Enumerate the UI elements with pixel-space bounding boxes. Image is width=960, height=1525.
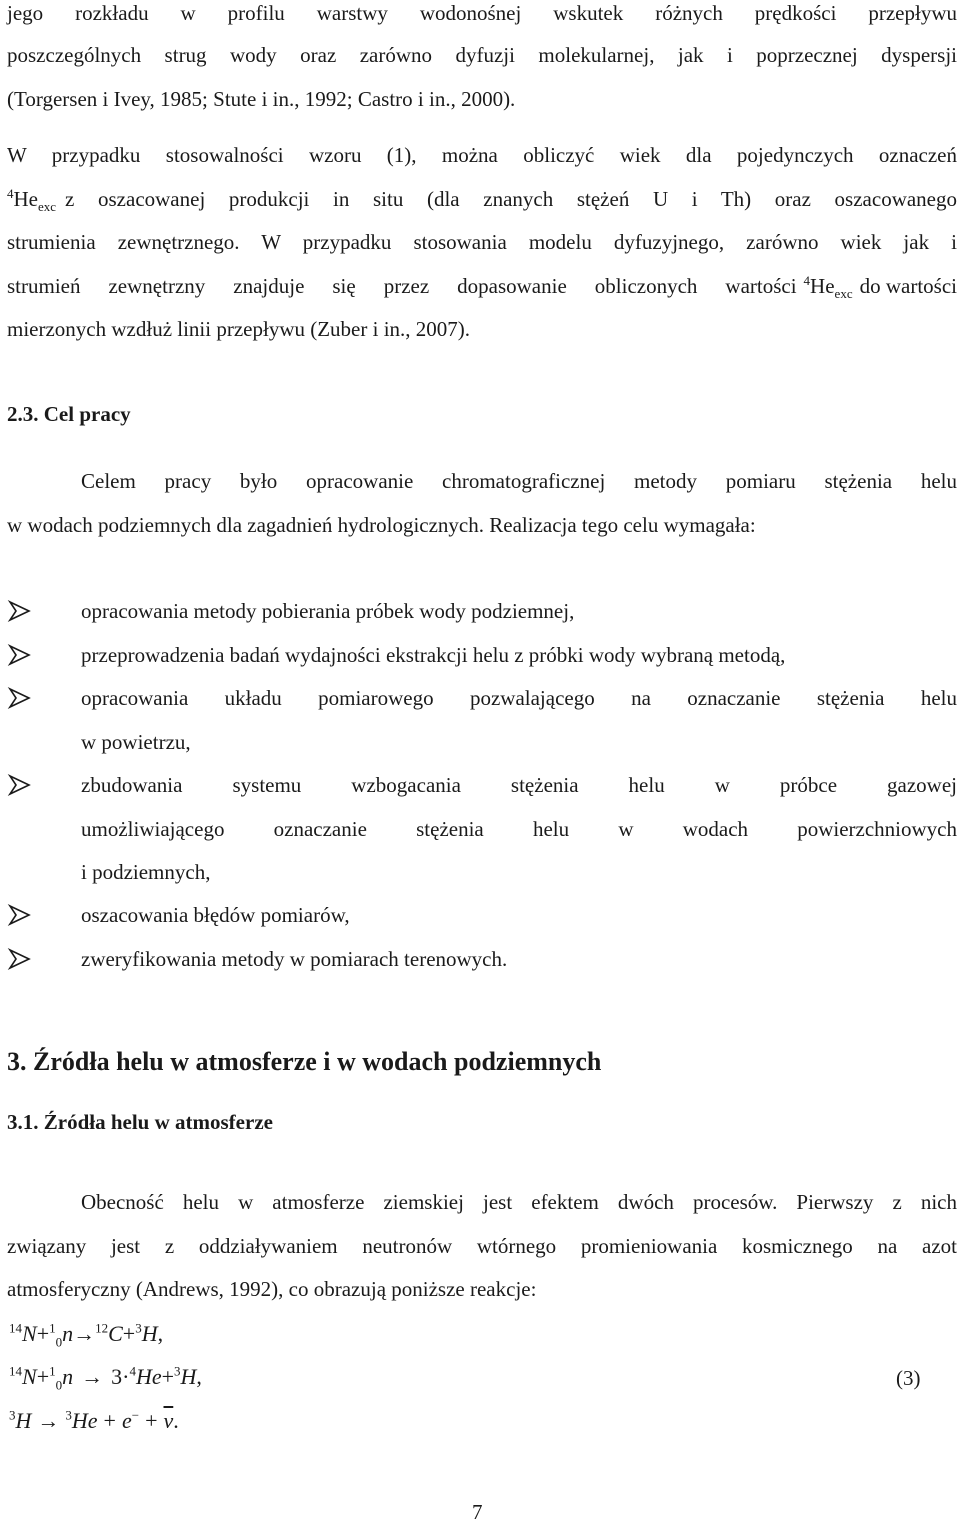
bullet-item-4-line3: i podziemnych, (81, 860, 211, 884)
para1-line1: jego rozkładu w profilu warstwy wodonośnej wskutek różnych prędkości przepływu (7, 1, 957, 25)
excess-subscript: exc (38, 199, 57, 215)
bullet-item-5: oszacowania błędów pomiarów, (81, 903, 350, 927)
isotope-mass-number: 4 (803, 273, 811, 288)
para2-line3: strumienia zewnętrznego. W przypadku stosowania modelu dyfuzyjnego, zarówno wiek jak i (7, 230, 957, 254)
bullet-item-2: przeprowadzenia badań wydajności ekstrakcji helu z próbki wody wybraną metodą, (81, 643, 786, 667)
para2-line2-rest: z oszacowanej produkcji in situ (dla znanych stężeń U i Th) oraz oszacowanego (65, 187, 957, 211)
para2-line2 (7, 186, 957, 215)
para3-line2: w wodach podziemnych dla zagadnień hydrologicznych. Realizacja tego celu wymagała: (7, 513, 756, 537)
bullet-item-1: opracowania metody pobierania próbek wody podziemnej, (81, 599, 575, 623)
para2-line1: W przypadku stosowalności wzoru (1), można obliczyć wiek dla pojedynczych oznaczeń (7, 143, 957, 167)
helium-symbol: He (13, 187, 38, 211)
arrowhead-bullet-icon (7, 642, 37, 668)
page-number: 7 (472, 1500, 483, 1524)
bullet-item-3-line1: opracowania układu pomiarowego pozwalającego na oznaczanie stężenia helu (81, 686, 957, 710)
para1-line2: poszczególnych strug wody oraz zarówno dyfuzji molekularnej, jak i poprzecznej dyspersji (7, 43, 957, 67)
helium-symbol: He (810, 274, 835, 298)
reaction-equation-2: $^{14}$N+$^1_0$n → 3·$^4$He+$^3$H, (9, 1363, 202, 1393)
para2-line5: mierzonych wzdłuż linii przepływu (Zuber i in., 2007). (7, 317, 471, 341)
section-heading-2-3: 2.3. Cel pracy (7, 402, 131, 426)
equation-number: (3) (896, 1366, 921, 1390)
arrowhead-bullet-icon (7, 598, 37, 624)
arrowhead-bullet-icon (7, 946, 37, 972)
para4-line1: Obecność helu w atmosferze ziemskiej jest efektem dwóch procesów. Pierwszy z nich (81, 1190, 957, 1214)
bullet-item-3-line2: w powietrzu, (81, 730, 191, 754)
reaction-equation-3: $^3H \to ^3He + e^- + \overline{\nu}$. (9, 1407, 179, 1433)
para4-line2: związany jest z oddziaływaniem neutronów wtórnego promieniowania kosmicznego na azot (7, 1234, 957, 1258)
section-heading-3-1: 3.1. Źródła helu w atmosferze (7, 1110, 273, 1134)
bullet-item-4-line1: zbudowania systemu wzbogacania stężenia helu w próbce gazowej (81, 773, 957, 797)
para3-line1: Celem pracy było opracowanie chromatograficznej metody pomiaru stężenia helu (81, 469, 957, 493)
arrowhead-bullet-icon (7, 685, 37, 711)
para2-line4-b: do wartości (859, 274, 957, 298)
para2-line4 (7, 273, 957, 302)
para4-line3: atmosferyczny (Andrews, 1992), co obrazują poniższe reakcje: (7, 1277, 537, 1301)
bullet-item-6: zweryfikowania metody w pomiarach terenowych. (81, 947, 508, 971)
section-heading-3: 3. Źródła helu w atmosferze i w wodach podziemnych (7, 1047, 602, 1076)
arrowhead-bullet-icon (7, 902, 37, 928)
arrowhead-bullet-icon (7, 772, 37, 798)
para1-line3: (Torgersen i Ivey, 1985; Stute i in., 1992; Castro i in., 2000). (7, 87, 516, 111)
excess-subscript: exc (834, 286, 853, 302)
bullet-item-4-line2: umożliwiającego oznaczanie stężenia helu w wodach powierzchniowych (81, 817, 957, 841)
isotope-mass-number: 4 (7, 186, 14, 201)
reaction-equation-1: $^{14}$N+$^1_0$n→$^{12}$C+$^3$H, (9, 1320, 164, 1350)
para2-line4-a: strumień zewnętrzny znajduje się przez dopasowanie obliczonych wartości (7, 274, 797, 298)
